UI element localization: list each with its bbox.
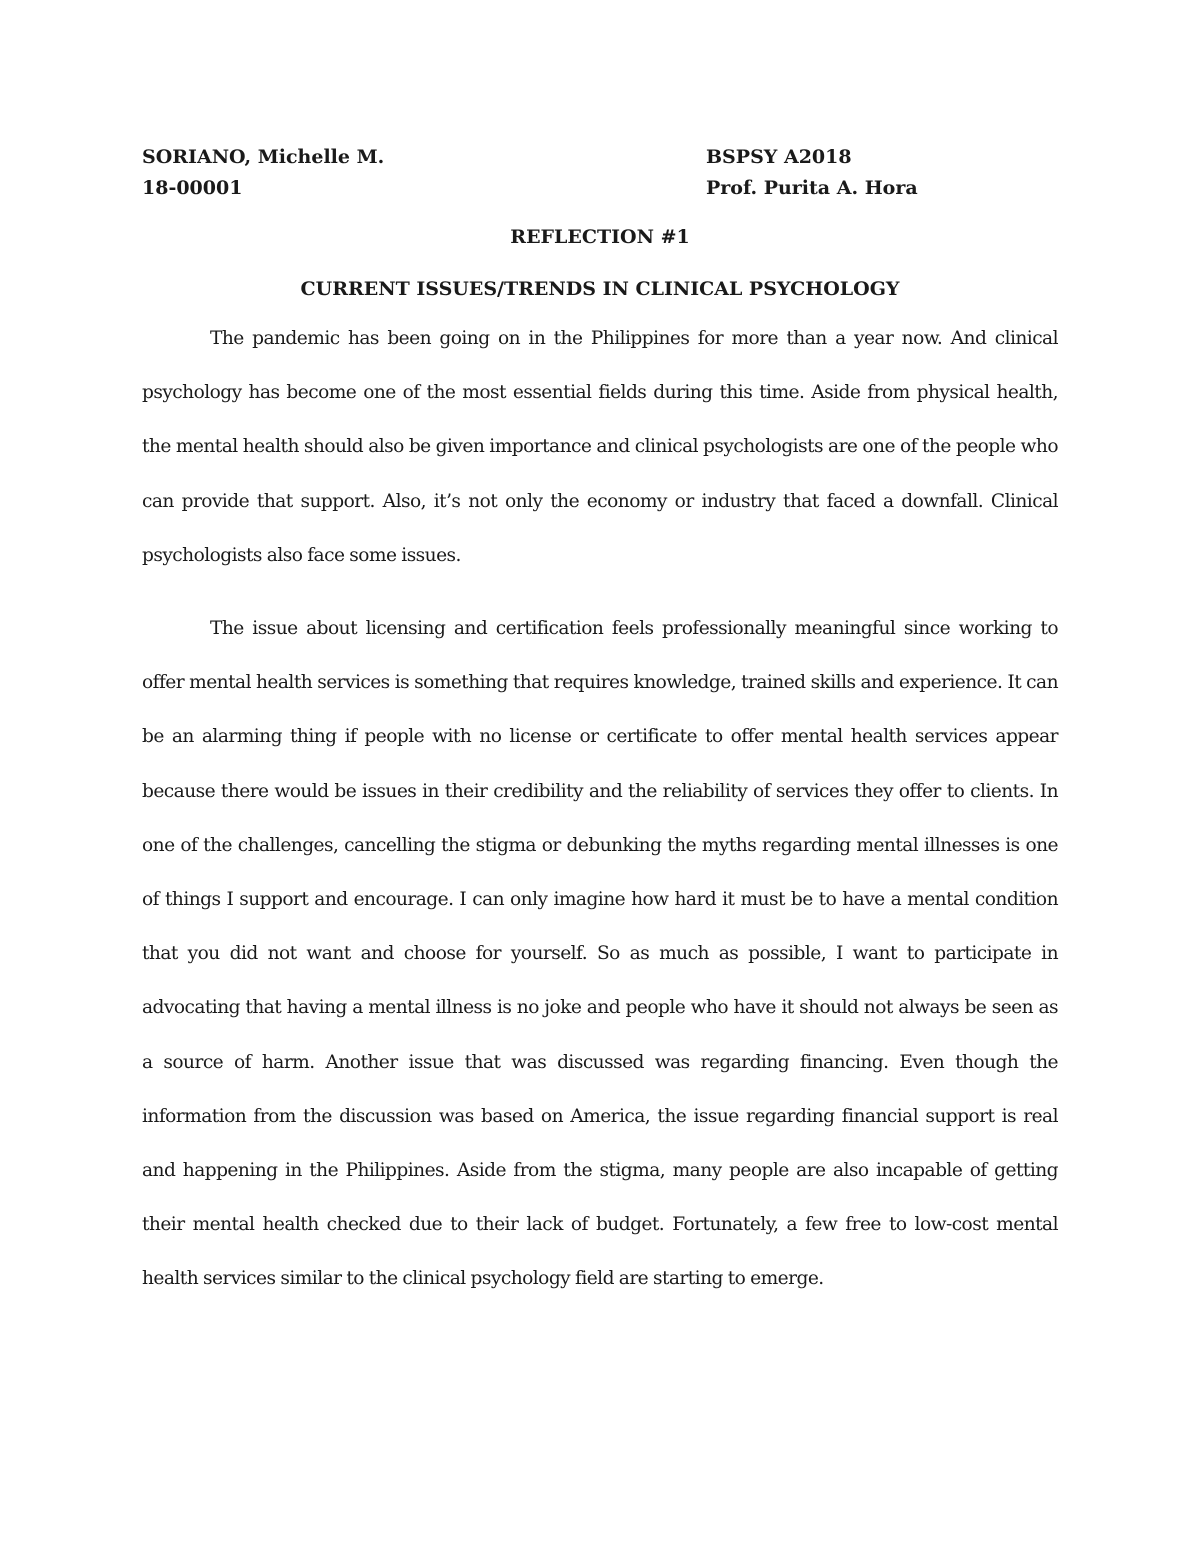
- document-header: [142, 142, 1058, 204]
- header-row-1: [142, 142, 1058, 173]
- document-title: REFLECTION #1: [510, 226, 690, 248]
- body-paragraph-1: The pandemic has been going on in the Philippines for more than a year now. And clinical psychology has become one of the most essential fields during this time. Aside from physical health, the mental health should also be given importance and clinical psychologists are one of the people who can provide that support. Also, it’s not only the economy or industry that faced a downfall. Clinical psychologists also face some issues.: [142, 328, 1058, 566]
- body-paragraph-2: The issue about licensing and certification feels professionally meaningful since working to offer mental health services is something that requires knowledge, trained skills and experience. It can be an alarming thing if people with no license or certificate to offer mental health services appear because there would be issues in their credibility and the reliability of services they offer to clients. In one of the challenges, cancelling the stigma or debunking the myths regarding mental illnesses is one of things I support and encourage. I can only imagine how hard it must be to have a mental condition that you did not want and choose for yourself. So as much as possible, I want to participate in advocating that having a mental illness is no joke and people who have it should not always be seen as a source of harm. Another issue that was discussed was regarding financing. Even though the information from the discussion was based on America, the issue regarding financial support is real and happening in the Philippines. Aside from the stigma, many people are also incapable of getting their mental health checked due to their lack of budget. Fortunately, a few free to low-cost mental health services similar to the clinical psychology field are starting to emerge.: [142, 618, 1058, 1290]
- student-id: 18-00001: [142, 177, 243, 199]
- document-subtitle: CURRENT ISSUES/TRENDS IN CLINICAL PSYCHOLOGY: [300, 278, 900, 300]
- course-section: BSPSY A2018: [706, 146, 852, 168]
- professor-name: Prof. Purita A. Hora: [706, 177, 918, 199]
- header-row-2: [142, 173, 1058, 204]
- student-name: SORIANO, Michelle M.: [142, 146, 385, 168]
